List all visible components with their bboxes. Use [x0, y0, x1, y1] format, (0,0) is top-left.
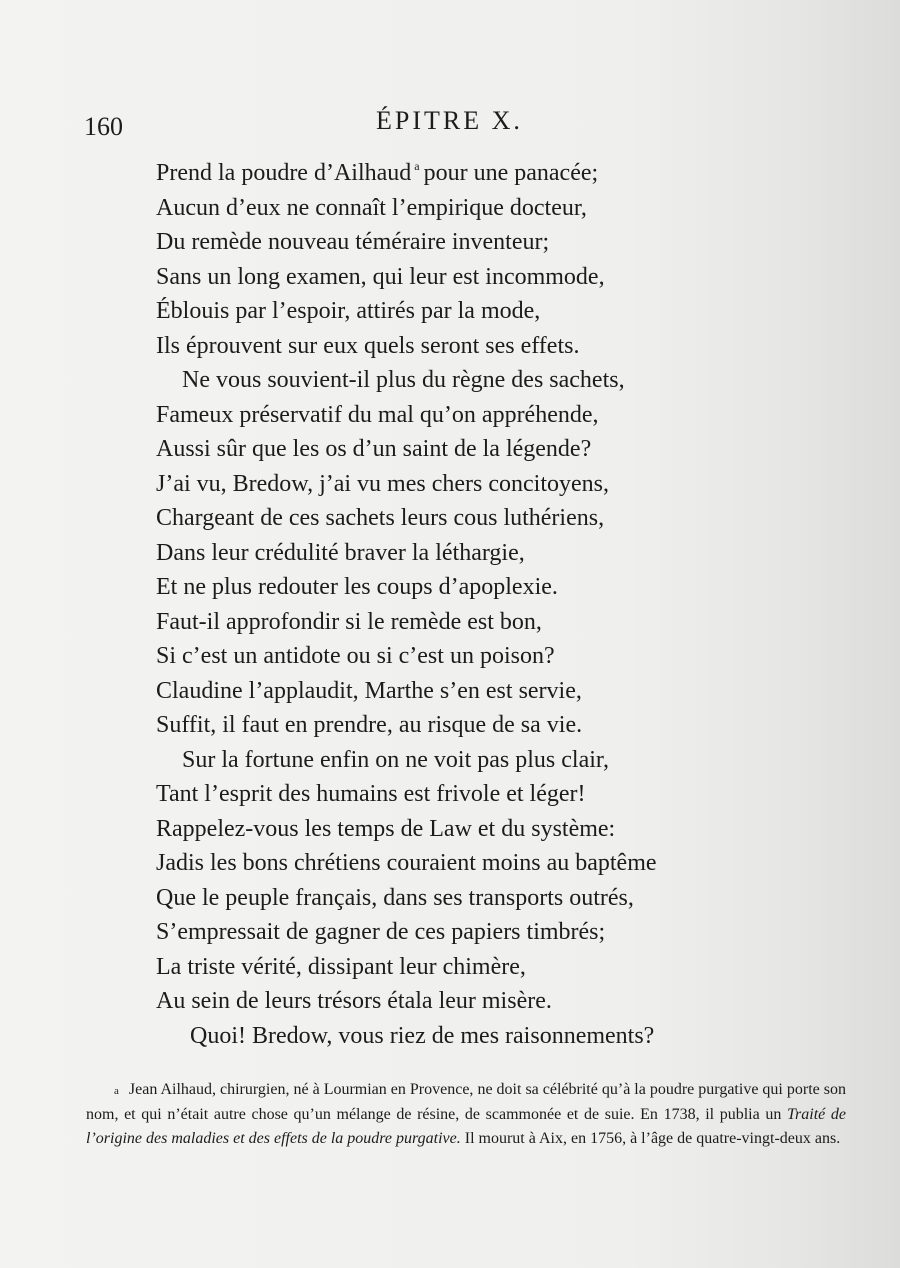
verse-line: Sans un long examen, qui leur est incommode, [156, 263, 605, 290]
footnote-marker: a [114, 1085, 119, 1097]
verse-line: Aucun d’eux ne connaît l’empirique docteur, [156, 194, 587, 221]
footnote-text: Jean Ailhaud, chirurgien, né à Lourmian en Provence, ne doit sa célébrité qu’à la poudre purgative qui porte son nom, et qui n’était autre chose qu’un mélange de résine, de scammonée et de suie. En 1738, il publia un [86, 1081, 846, 1123]
verse-line: Jadis les bons chrétiens couraient moins au baptême [156, 850, 657, 876]
verse-line: Tant l’esprit des humains est frivole et léger! [156, 781, 586, 807]
footnote [86, 1078, 846, 1151]
verse-line: Du remède nouveau téméraire inventeur; [156, 229, 550, 255]
verse-line: Au sein de leurs trésors étala leur misère. [156, 988, 552, 1014]
verse-line: Claudine l’applaudit, Marthe s’en est servie, [156, 677, 582, 704]
verse-line: Sur la fortune enfin on ne voit pas plus clair, [182, 746, 609, 773]
verse-line: Ils éprouvent sur eux quels seront ses effets. [156, 332, 580, 359]
verse-line: Et ne plus redouter les coups d’apoplexie. [156, 574, 558, 600]
verse-line: Suffit, il faut en prendre, au risque de sa vie. [156, 712, 583, 738]
verse-line: Si c’est un antidote ou si c’est un poison? [156, 643, 555, 669]
verse-line: Fameux préservatif du mal qu’on appréhende, [156, 401, 599, 428]
verse-line: Faut-il approfondir si le remède est bon, [156, 608, 542, 635]
verse-line: La triste vérité, dissipant leur chimère, [156, 953, 526, 980]
page-number: 160 [84, 112, 123, 141]
verse-line: Rappelez-vous les temps de Law et du système: [156, 815, 616, 842]
footnote-reference[interactable]: a [414, 159, 420, 173]
verse-line: Que le peuple français, dans ses transports outrés, [156, 884, 634, 911]
verse-line: Quoi! Bredow, vous riez de mes raisonnements? [190, 1022, 655, 1049]
verse-line: J’ai vu, Bredow, j’ai vu mes chers concitoyens, [156, 470, 609, 497]
verse-line: Chargeant de ces sachets leurs cous luthériens, [156, 505, 605, 531]
verse-line: Aussi sûr que les os d’un saint de la légende? [156, 436, 592, 462]
poem [156, 156, 796, 1053]
verse-text-continued: pour une panacée; [423, 160, 599, 186]
verse-line [156, 156, 796, 191]
verse-line: S’empressait de gagner de ces papiers timbrés; [156, 919, 606, 945]
footnote-text-end: Il mourut à Aix, en 1756, à l’âge de quatre-vingt-deux ans. [460, 1130, 841, 1147]
verse-line: Dans leur crédulité braver la léthargie, [156, 539, 525, 566]
running-head: ÉPITRE X. [376, 106, 523, 135]
verse-line: Ne vous souvient-il plus du règne des sachets, [182, 367, 625, 393]
footnote-book-title: Traité de l’origine des maladies et des effets de la poudre purgative. [86, 1106, 846, 1147]
verse-line: Éblouis par l’espoir, attirés par la mode, [156, 298, 541, 324]
verse-text: Prend la poudre d’Ailhaud [156, 160, 412, 186]
